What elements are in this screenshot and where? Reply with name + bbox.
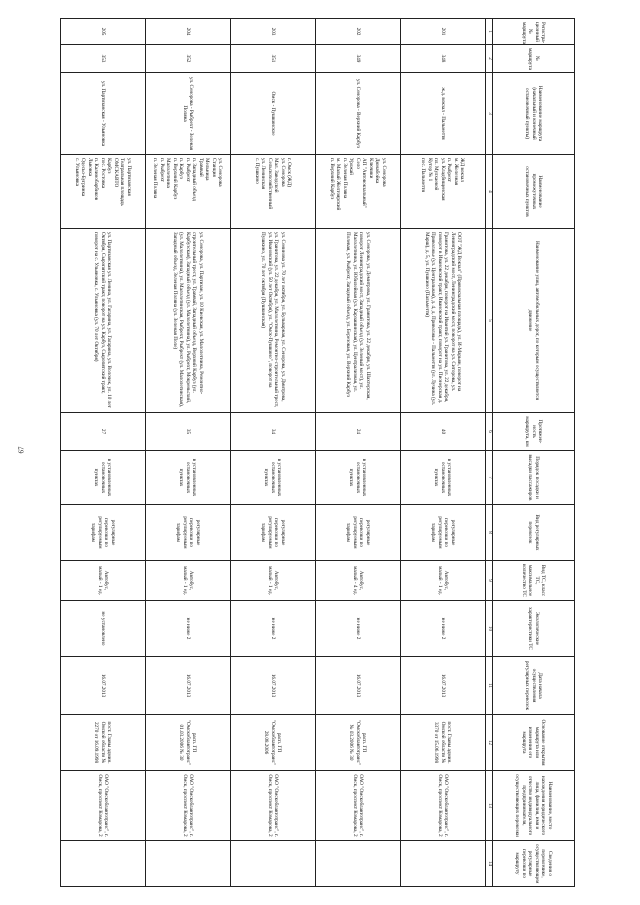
route-streets-cell: ул. Сенинова ул. 70 лет октября, ул. Бульварная, ул. Сенорова, ул. Дмитрова, ул. Гранитова, ул. 22 декабря, ул. Малолетнина, Ремонтно-строительный трест, ул. Ивановский (ул. 50 лет Октября), ул. "Омск-Пушкино", поворот на Пушкино, ул. 70 лет октября (Пушкинская) bbox=[230, 229, 315, 413]
table-row bbox=[230, 19, 315, 887]
route-number-cell: 348 bbox=[400, 45, 485, 73]
intermediate-stops-cell: г. Омск (ЖД) ул. Сенорова Мал. Заводской Сельскохозяйственный ул. Ленинская с. Пушкино bbox=[230, 155, 315, 229]
route-length-cell: 35 bbox=[145, 413, 230, 451]
column-number: 1 bbox=[485, 19, 492, 45]
column-number-row bbox=[485, 19, 492, 887]
intermediate-stops-cell: ул. Сенорова Дюнабойка Ключики АП "Автовокзальный" Село Урожай п. Зеленая Поляна м. Малый Желтоярский п. Верхний Карбуз bbox=[315, 155, 400, 229]
registration-number-cell: 203 bbox=[230, 19, 315, 45]
route-name-cell: Омск - Пушкинское bbox=[230, 73, 315, 155]
header-cell: Сведения о перевозчике, осуществляющем регулярные перевозки по маршруту bbox=[493, 841, 575, 887]
route-table bbox=[60, 18, 575, 887]
eco-class-cell: не ниже 2 bbox=[315, 601, 400, 657]
transport-kind-cell: регулярные перевозки по регулируемым тарифам bbox=[230, 505, 315, 561]
route-name-cell: ж.д. вокзал - Пальмеття bbox=[400, 73, 485, 155]
header-cell: Регистра-ционный № маршрута bbox=[493, 19, 575, 45]
route-length-cell: 27 bbox=[60, 413, 145, 451]
eco-class-cell: не установлено bbox=[60, 601, 145, 657]
route-length-cell: 34 bbox=[230, 413, 315, 451]
start-date-cell: 16.07.2013 bbox=[145, 657, 230, 715]
column-number: 7 bbox=[485, 451, 492, 505]
registration-number-cell: 204 bbox=[145, 19, 230, 45]
boarding-order-cell: в установленных остановочных пунктах bbox=[60, 451, 145, 505]
column-number: 12 bbox=[485, 715, 492, 771]
vehicle-class-cell: Автобус, малый - 1 ед. bbox=[230, 561, 315, 601]
eco-class-cell: не ниже 2 bbox=[230, 601, 315, 657]
column-number: 4 bbox=[485, 155, 492, 229]
vehicle-class-cell: Автобус, малый - 1 ед. bbox=[400, 561, 485, 601]
carrier-info-cell bbox=[315, 841, 400, 887]
header-cell: Дата начала осуществления регулярных перевозок bbox=[493, 657, 575, 715]
header-cell: Наименование маршрута (начальный и конечный остановочный пункты) bbox=[493, 73, 575, 155]
page-number: 67 bbox=[17, 446, 26, 454]
intermediate-stops-cell: ЖД вокзал м. Железная п. Рыбрехт ул. Кладбищенская пл. Мулхаевой Кутор № 1 пос. Пальмеття bbox=[400, 155, 485, 229]
header-cell: № маршрута bbox=[493, 45, 575, 73]
column-number: 9 bbox=[485, 561, 492, 601]
route-number-cell: 352 bbox=[145, 45, 230, 73]
start-date-cell: 16.07.2013 bbox=[230, 657, 315, 715]
header-cell: Наименование, место нахождения юридического лица, фамилия, имя и отчество индивидуального предпринимателя, осуществляющих перевозки bbox=[493, 771, 575, 841]
header-cell: Наименование промежуточных остановочных пунктов bbox=[493, 155, 575, 229]
intermediate-stops-cell: ул. Партизанская Театральная площадь ОМСКАВТО Карбуз пос. Ростовка п. Калинобарбиков Львовка Одесьо-Бугринка с. Ульяновка bbox=[60, 155, 145, 229]
boarding-order-cell: в установленных остановочных пунктах bbox=[230, 451, 315, 505]
opening-basis-cell: пост. Главы админ. Омской области № 2270 от 16.09.1998 bbox=[60, 715, 145, 771]
table-row bbox=[400, 19, 485, 887]
vehicle-class-cell: Автобус, малый - 1 ед. bbox=[145, 561, 230, 601]
intermediate-stops-cell: ул. Сенорова Станция Мельница Трамвай п. Западный объезд п. Рыбрехт п. Карбуз п. Верхний Карбуз Малолетнина п. Рыбрехт п. Зеленая Поляна bbox=[145, 155, 230, 229]
carrier-info-cell bbox=[230, 841, 315, 887]
column-number: 3 bbox=[485, 73, 492, 155]
header-cell: Вид ТС, класс ТС, максимальное количество ТС bbox=[493, 561, 575, 601]
header-cell: Экологические характеристики ТС bbox=[493, 601, 575, 657]
vehicle-class-cell: Автобус, малый - 1 ед. bbox=[60, 561, 145, 601]
route-number-cell: 353 bbox=[60, 45, 145, 73]
route-length-cell: 40 bbox=[400, 413, 485, 451]
route-name-cell: ул. Сенорова - Верхний Карбуз bbox=[315, 73, 400, 155]
header-cell: Порядок посадки и высадки пассажиров bbox=[493, 451, 575, 505]
header-row bbox=[493, 19, 575, 887]
carrier-name-cell: ОАО "Омскоблавтотранс", г. Омск, проспект Комарова, 2 bbox=[145, 771, 230, 841]
boarding-order-cell: в установленных остановочных пунктах bbox=[315, 451, 400, 505]
transport-kind-cell: регулярные перевозки по регулируемым тарифам bbox=[400, 505, 485, 561]
header-cell: Наименование улиц, автомобильных дорог, по которым осуществляется движение bbox=[493, 229, 575, 413]
column-number: 13 bbox=[485, 771, 492, 841]
registration-number-cell: 201 bbox=[400, 19, 485, 45]
column-number: 10 bbox=[485, 601, 492, 657]
column-number: 5 bbox=[485, 229, 492, 413]
carrier-name-cell: ОАО "Омскоблавтотранс", г. Омск, проспект Комарова, 2 bbox=[60, 771, 145, 841]
start-date-cell: 16.07.2013 bbox=[315, 657, 400, 715]
carrier-name-cell: ОАО "Омскоблавтотранс", г. Омск, проспект Комарова, 2 bbox=[315, 771, 400, 841]
start-date-cell: 16.07.2013 bbox=[400, 657, 485, 715]
column-number: 11 bbox=[485, 657, 492, 715]
table-row bbox=[145, 19, 230, 887]
boarding-order-cell: в установленных остановочных пунктах bbox=[400, 451, 485, 505]
carrier-name-cell: ОАО "Омскоблавтотранс", г. Омск, проспект Комарова, 2 bbox=[230, 771, 315, 841]
table-row bbox=[315, 19, 400, 887]
eco-class-cell: не ниже 2 bbox=[145, 601, 230, 657]
transport-kind-cell: регулярные перевозки по регулируемым тарифам bbox=[60, 505, 145, 561]
vehicle-class-cell: Автобус, малый - 4 ед. bbox=[315, 561, 400, 601]
table-body bbox=[60, 19, 574, 887]
header-cell: Основание открытия маршрута или изменения его маршрута bbox=[493, 715, 575, 771]
header-cell: Протяжен-ность маршрута, км bbox=[493, 413, 575, 451]
column-number: 8 bbox=[485, 505, 492, 561]
opening-basis-cell: пост. Главы админ. Омской области № 3370 от 15.06.1998 bbox=[400, 715, 485, 771]
transport-kind-cell: регулярные перевозки по регулируемым тарифам bbox=[145, 505, 230, 561]
column-number: 2 bbox=[485, 45, 492, 73]
eco-class-cell: не ниже 2 bbox=[400, 601, 485, 657]
opening-basis-cell: расп. ГП "Омскоблавтотранс" № 03.2006 № 30 bbox=[315, 715, 400, 771]
boarding-order-cell: в установленных остановочных пунктах bbox=[145, 451, 230, 505]
route-length-cell: 24 bbox=[315, 413, 400, 451]
registration-number-cell: 205 bbox=[60, 19, 145, 45]
opening-basis-cell: расп. ГП "Омскоблавтотранс" 28.08.2006 bbox=[230, 715, 315, 771]
route-streets-cell: ул. Сенорова, ул. Партизан, ул. 10 Киевская, ул. Малолетнина, Ремонтно-строительный трест, ул. Трамвай, Западный объезд, Верхний Карбуз (ул. Карбузская), Западный объезд (ул. Малолетнина), ул. Рыбрехт, Мокреньсхий, (ул. Малолетнина), ул. Малолетинская, Рыбрехт, Рыбрехт (ул. Малолетинская), Западный объезд, Зеленая Поляна (ул. Зеленая Поле) bbox=[145, 229, 230, 413]
registration-number-cell: 202 bbox=[315, 19, 400, 45]
route-streets-cell: ул. Партизанская ул. Ленина, ул. Гагарина, ул. Гагарина, ул. Волочек, ул. 10 лет Октября, Сыропятский тракт, поворот на ул. Карбуз, Сыропятский тракт, поворот на с. Ульяновка, с. Ульяновка (ул. 70 лет Октября) bbox=[60, 229, 145, 413]
carrier-info-cell bbox=[145, 841, 230, 887]
transport-kind-cell: регулярные перевозки по регулируемым тарифам bbox=[315, 505, 400, 561]
route-number-cell: 349 bbox=[315, 45, 400, 73]
column-number: 14 bbox=[485, 841, 492, 887]
route-register bbox=[60, 18, 575, 886]
rotated-page-wrapper bbox=[60, 18, 575, 886]
route-streets-cell: ул. Сенорова, ул. Демитрова, ул. Гранитова, ул. 22 декабря, ул. Шахтерская, поворот Ленинградский мост, Западный объезд (ул. Зеленый мост), ул. Малолетнина, ул. Юбилейная (ул. Карзашинская), ул. Централизная, ул. Полевая, ул. Рыбрехт, Западный объезд, ул. Березовая, ул. Верхний Карбуз bbox=[315, 229, 400, 413]
carrier-name-cell: ОАО "Омскоблавтотранс", г. Омск, проспект Комарова, 2 bbox=[400, 771, 485, 841]
route-name-cell: ул. Партизанская - Ульяновка bbox=[60, 73, 145, 155]
start-date-cell: 16.07.2013 bbox=[60, 657, 145, 715]
header-cell: Вид регулярных перевозок bbox=[493, 505, 575, 561]
route-number-cell: 351 bbox=[230, 45, 315, 73]
carrier-info-cell bbox=[400, 841, 485, 887]
opening-basis-cell: расп. ГП "Омскоблавтотранс" 01.03.2006 № 30 bbox=[145, 715, 230, 771]
column-number: 6 bbox=[485, 413, 492, 451]
route-name-cell: ул. Сенорова - Рыбрехт - Зеленая Поляна bbox=[145, 73, 230, 155]
carrier-info-cell bbox=[60, 841, 145, 887]
table-row bbox=[60, 19, 145, 887]
route-streets-cell: ООТ "ЖД Вокзал" (Привокзальная площадь), ул. И-Марьян, поворот на Ленинградский мост, Ленинградский мост, поворот на ул. Ситорова, ул. Гранитова, ул. 22 декабря, поворот на Ивантий ул. Гранитова, ул. 22 декабря, поворот в Ивановский тракт, Ивановский тракт, поворот на ул. Пионерская д. Приволжье (ул. Центральная), д. 4, д. Приволжье - Пальмеття (ул. Лучина (ул. Марш), д. 5, ул. Пушкино (Пальмеття) bbox=[400, 229, 485, 413]
